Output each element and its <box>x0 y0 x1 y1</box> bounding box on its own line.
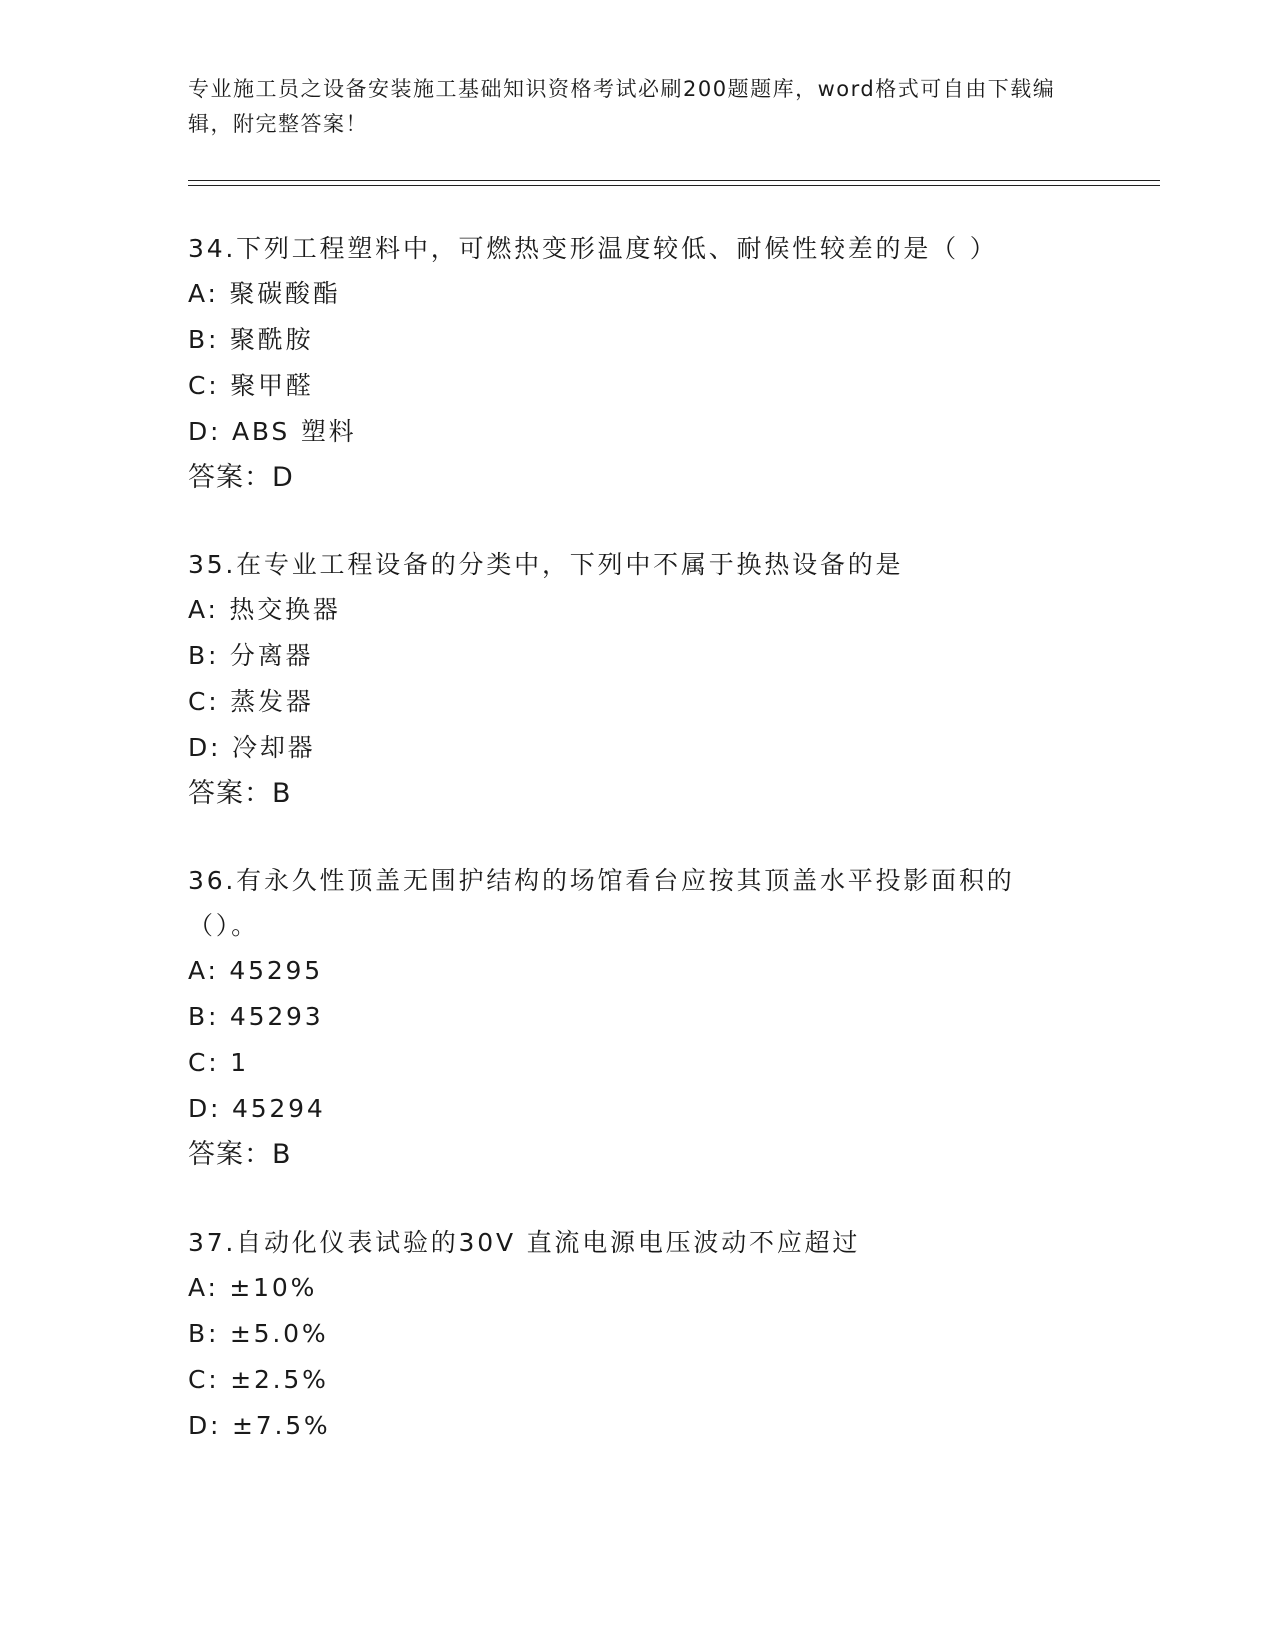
question-37 <box>188 1220 1088 1449</box>
option-c: C: 蒸发器 <box>188 687 314 716</box>
option-b: B: ±5.0% <box>188 1319 329 1348</box>
option-d: D: ±7.5% <box>188 1411 331 1440</box>
option-c: C: 聚甲醛 <box>188 371 314 400</box>
option-c: C: ±2.5% <box>188 1365 329 1394</box>
option-d: D: 45294 <box>188 1094 326 1123</box>
header-divider-top <box>188 180 1160 181</box>
question-35 <box>188 542 1088 817</box>
option-a: A: 聚碳酸酯 <box>188 279 341 308</box>
answer-line: 答案：B <box>188 778 292 809</box>
document-header: 专业施工员之设备安装施工基础知识资格考试必刷200题题库，word格式可自由下载编辑，附完整答案！ <box>188 77 1056 136</box>
answer-line: 答案：D <box>188 462 294 493</box>
option-b: B: 聚酰胺 <box>188 325 314 354</box>
header-divider-bottom <box>188 185 1160 186</box>
option-c: C: 1 <box>188 1048 249 1077</box>
option-d: D: 冷却器 <box>188 733 316 762</box>
question-34 <box>188 226 1088 501</box>
option-a: A: ±10% <box>188 1273 318 1302</box>
question-36 <box>188 858 1068 1178</box>
option-b: B: 分离器 <box>188 641 314 670</box>
question-stem: 37.自动化仪表试验的30V 直流电源电压波动不应超过 <box>188 1228 861 1257</box>
option-a: A: 热交换器 <box>188 595 341 624</box>
option-b: B: 45293 <box>188 1002 324 1031</box>
question-stem: 34.下列工程塑料中，可燃热变形温度较低、耐候性较差的是（ ） <box>188 234 998 263</box>
question-stem: 36.有永久性顶盖无围护结构的场馆看台应按其顶盖水平投影面积的（）。 <box>188 866 1015 940</box>
question-stem: 35.在专业工程设备的分类中，下列中不属于换热设备的是 <box>188 550 904 579</box>
answer-line: 答案：B <box>188 1139 292 1170</box>
option-a: A: 45295 <box>188 956 323 985</box>
option-d: D: ABS 塑料 <box>188 417 357 446</box>
